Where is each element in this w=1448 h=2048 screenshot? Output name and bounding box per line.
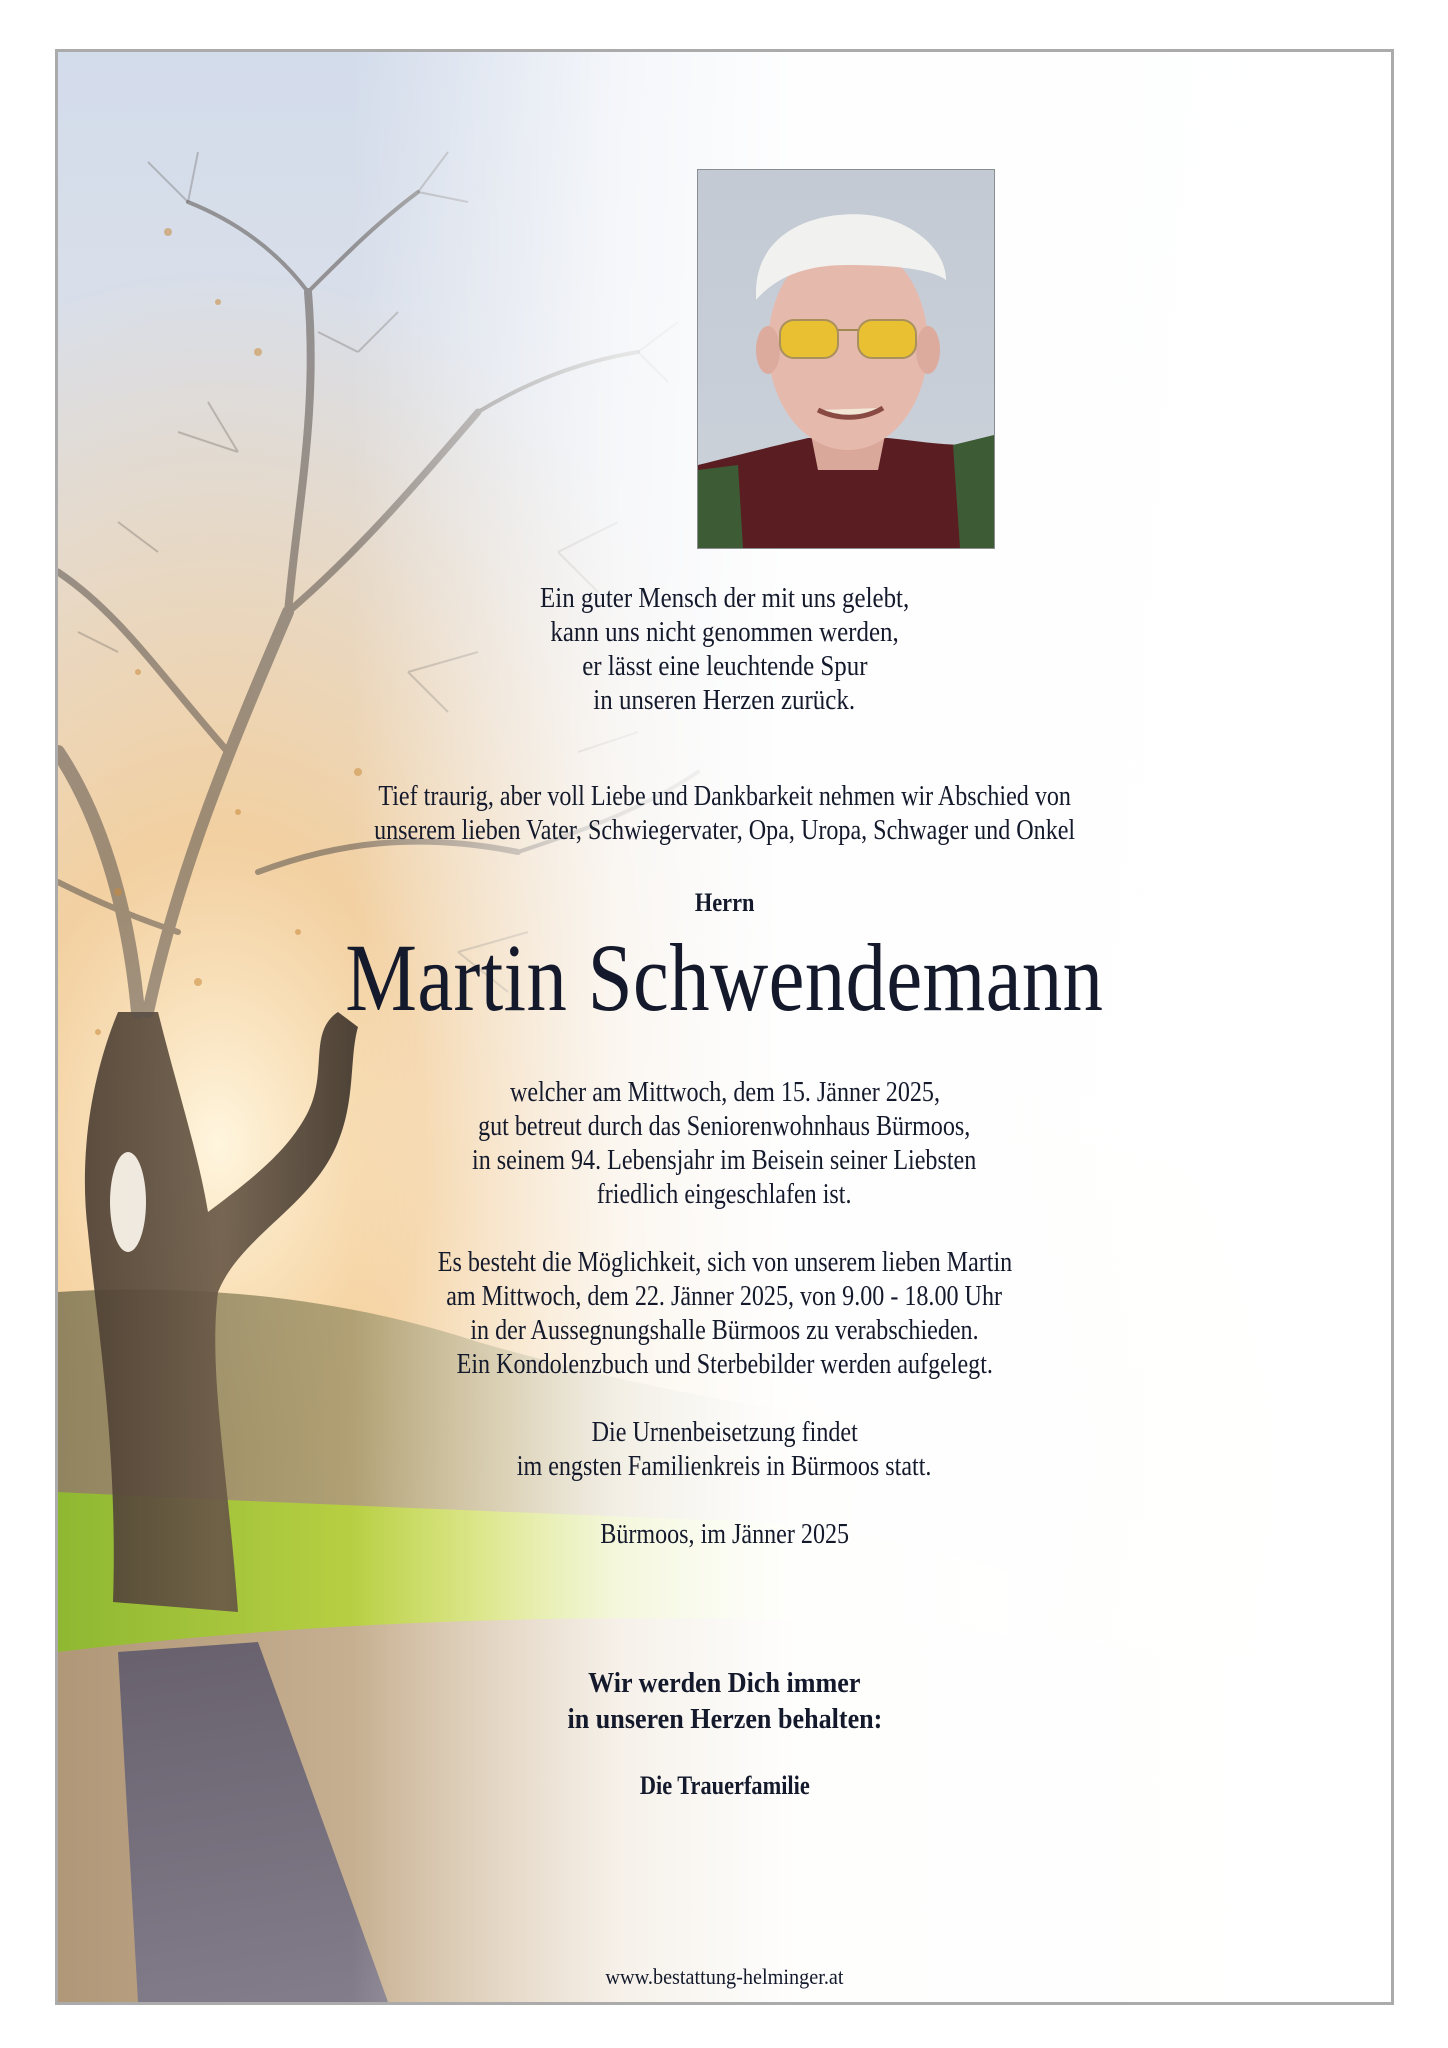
deceased-name — [58, 922, 1391, 1033]
burial-line-1: Die Urnenbeisetzung findet — [591, 1417, 858, 1448]
death-notice-line-1: welcher am Mittwoch, dem 15. Jänner 2025, — [509, 1077, 940, 1108]
farewell-line — [58, 1281, 1391, 1313]
farewell-line — [58, 1247, 1391, 1279]
portrait-photo — [697, 169, 995, 549]
death-notice-line-4: friedlich eingeschlafen ist. — [597, 1179, 852, 1210]
closing-line — [58, 1703, 1391, 1736]
death-notice-line-2: gut betreut durch das Seniorenwohnhaus Bürmoos, — [478, 1111, 971, 1142]
verse-line — [58, 684, 1391, 717]
closing-line-2: in unseren Herzen behalten: — [567, 1703, 882, 1735]
death-notice-line — [58, 1145, 1391, 1177]
signature-text: Die Trauerfamilie — [639, 1771, 810, 1800]
farewell-line-2: am Mittwoch, dem 22. Jänner 2025, von 9.00 - 18.00 Uhr — [446, 1281, 1003, 1312]
verse-line-2: kann uns nicht genommen werden, — [550, 616, 899, 648]
death-notice-line — [58, 1179, 1391, 1211]
farewell-line-3: in der Aussegnungshalle Bürmoos zu verabschieden. — [470, 1315, 979, 1346]
farewell-line-1: Es besteht die Möglichkeit, sich von unserem lieben Martin — [437, 1247, 1012, 1278]
website-link[interactable]: www.bestattung-helminger.at — [605, 1964, 844, 1989]
deceased-name-text: Martin Schwendemann — [345, 924, 1104, 1031]
intro-line-1: Tief traurig, aber voll Liebe und Dankbarkeit nehmen wir Abschied von — [378, 781, 1071, 812]
place-date-text: Bürmoos, im Jänner 2025 — [600, 1519, 849, 1550]
intro-line — [58, 781, 1391, 813]
intro-line — [58, 815, 1391, 847]
death-notice-line — [58, 1111, 1391, 1143]
verse-line-3: er lässt eine leuchtende Spur — [581, 650, 868, 682]
burial-line — [58, 1417, 1391, 1449]
salutation-text: Herrn — [694, 888, 755, 917]
place-date — [58, 1519, 1391, 1551]
burial-line-2: im engsten Familienkreis in Bürmoos statt. — [517, 1451, 932, 1482]
verse-line — [58, 582, 1391, 615]
portrait-image — [698, 170, 994, 548]
closing-line-1: Wir werden Dich immer — [588, 1667, 861, 1699]
farewell-line-4: Ein Kondolenzbuch und Sterbebilder werden aufgelegt. — [456, 1349, 993, 1380]
funeral-home-website[interactable] — [58, 1964, 1391, 1990]
death-notice-line — [58, 1077, 1391, 1109]
farewell-line — [58, 1349, 1391, 1381]
obituary-card — [55, 49, 1394, 2005]
verse-line — [58, 616, 1391, 649]
burial-line — [58, 1451, 1391, 1483]
verse-line-4: in unseren Herzen zurück. — [593, 684, 856, 716]
salutation — [58, 888, 1391, 918]
farewell-line — [58, 1315, 1391, 1347]
closing-line — [58, 1667, 1391, 1700]
verse-line — [58, 650, 1391, 683]
verse-line-1: Ein guter Mensch der mit uns gelebt, — [539, 582, 910, 614]
signature — [58, 1771, 1391, 1801]
death-notice-line-3: in seinem 94. Lebensjahr im Beisein seiner Liebsten — [472, 1145, 977, 1176]
intro-line-2: unserem lieben Vater, Schwiegervater, Opa, Uropa, Schwager und Onkel — [373, 815, 1076, 846]
